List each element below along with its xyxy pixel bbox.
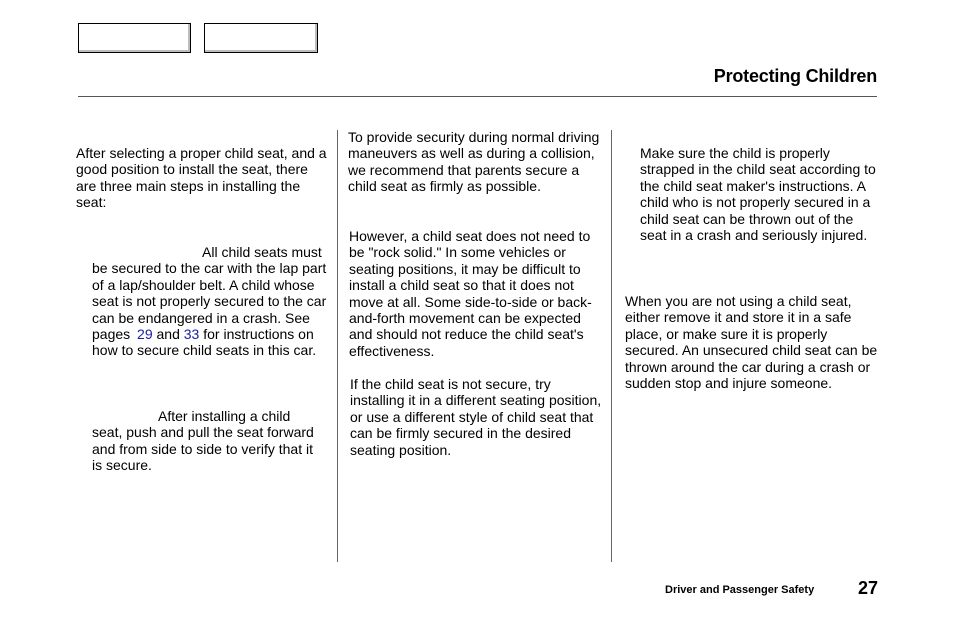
step-two-paragraph xyxy=(92,408,318,474)
column3-paragraph-1 xyxy=(640,145,880,243)
column3-text-2: When you are not using a child seat, either remove it and store it in a safe place, or make sure it is properly secured. An unsecured child seat can be thrown around the car during a crash or sudden stop and injure someone. xyxy=(625,293,878,392)
step-one-text-before: All child seats must be secured to the car with the lap part of a lap/shoulder belt. A child whose seat is not properly secured to the car can be endangered in a crash. See pages xyxy=(92,244,327,343)
page-33-link[interactable]: 33 xyxy=(183,326,200,343)
column3-text-1: Make sure the child is properly strapped in the child seat according to the child seat maker's instructions. A child who is not properly secured in a child seat can be thrown out of the seat in a crash and seriously injured. xyxy=(640,145,876,244)
column2-paragraph-2 xyxy=(349,228,605,359)
next-page-button[interactable] xyxy=(204,23,318,53)
intro-paragraph xyxy=(76,145,332,211)
step-two-text: After installing a child seat, push and pull the seat forward and from side to side to verify that it is secure. xyxy=(92,408,314,474)
footer-section-title: Driver and Passenger Safety xyxy=(665,584,815,596)
column2-text-2: However, a child seat does not need to be "rock solid." In some vehicles or seating positions, it may be difficult to install a child seat so that it does not move at all. Some side-to-side or back-and-forth movement can be expected and should not reduce the child seat's effectiveness. xyxy=(349,228,592,359)
page-number: 27 xyxy=(858,578,879,598)
step-one-text-and: and xyxy=(152,326,184,343)
step-one-paragraph xyxy=(92,244,328,359)
column-divider-left xyxy=(337,130,338,562)
step-one-text xyxy=(92,244,328,359)
header-divider xyxy=(78,96,877,97)
column-divider-right xyxy=(611,130,612,562)
page-title: Protecting Children xyxy=(713,66,877,86)
column2-text-1: To provide security during normal driving maneuvers as well as during a collision, we recommend that parents secure a child seat as firmly as possible. xyxy=(348,129,600,195)
page-29-link[interactable]: 29 xyxy=(137,326,153,343)
column3-paragraph-2 xyxy=(625,293,881,391)
column2-paragraph-3 xyxy=(350,376,604,458)
column2-paragraph-1 xyxy=(348,129,604,195)
previous-page-button[interactable] xyxy=(78,23,191,53)
intro-text: After selecting a proper child seat, and a good position to install the seat, there are three main steps in installing the seat: xyxy=(76,145,327,211)
step-one-text-after: for instructions on how to secure child seats in this car. xyxy=(92,326,317,359)
column2-text-3: If the child seat is not secure, try installing it in a different seating position, or use a different style of child seat that can be firmly secured in the desired seating position. xyxy=(350,376,602,458)
